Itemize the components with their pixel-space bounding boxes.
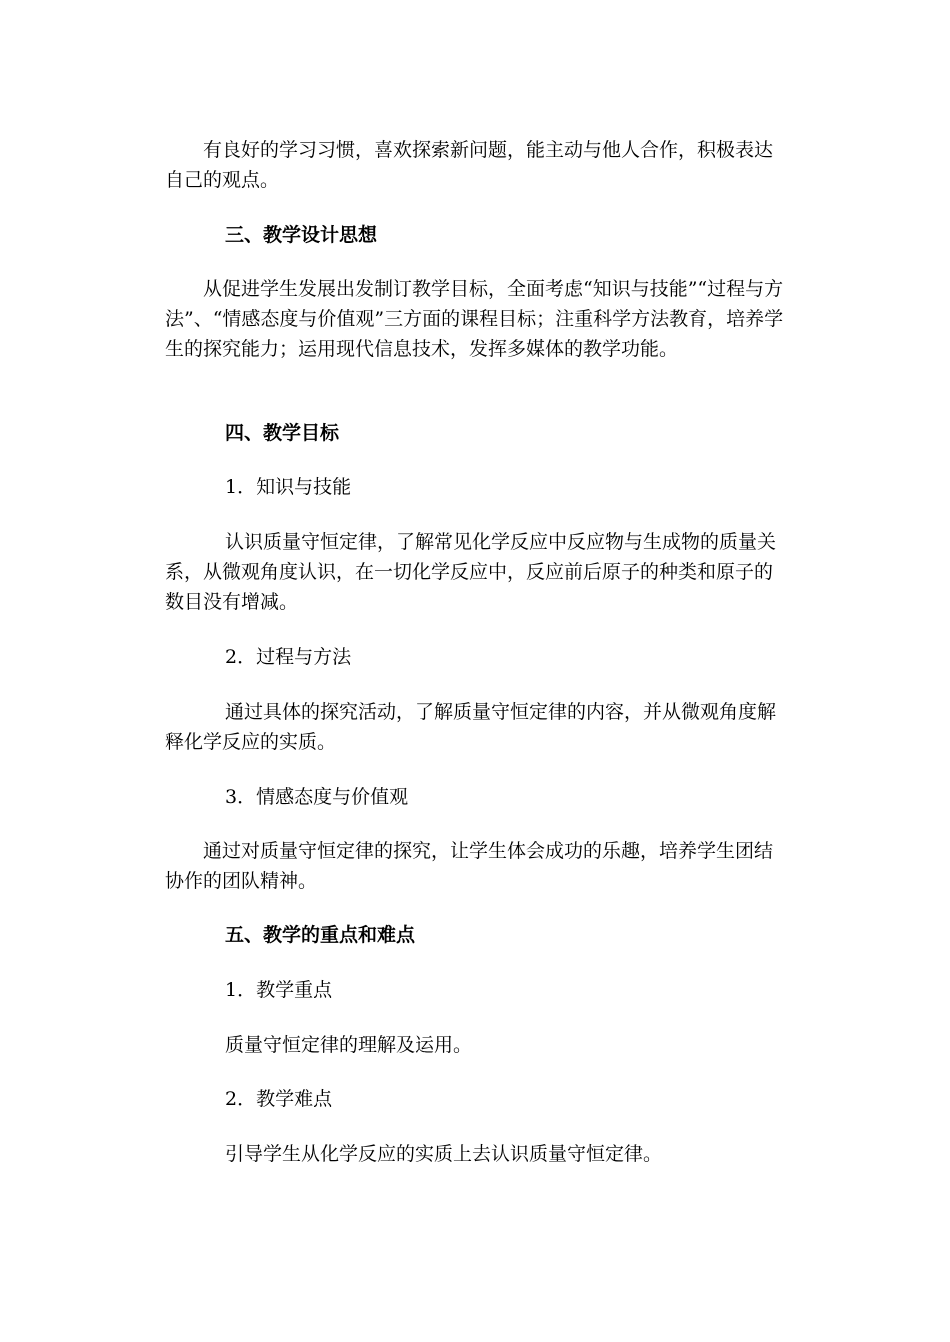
paragraph-design-idea: 从促进学生发展出发制订教学目标，全面考虑“知识与技能”“过程与方法”、“情感态度与价值观”三方面的课程目标；注重科学方法教育，培养学生的探究能力；运用现代信息技术，发挥多媒体的教学功能。 bbox=[165, 278, 784, 360]
goal-attitude-text: 通过对质量守恒定律的探究，让学生体会成功的乐趣，培养学生团结协作的团队精神。 bbox=[165, 840, 774, 892]
goal-process-text: 通过具体的探究活动，了解质量守恒定律的内容，并从微观角度解释化学反应的实质。 bbox=[165, 701, 777, 753]
goal-knowledge-title: 1．知识与技能 bbox=[225, 476, 352, 498]
section-heading-design-idea: 三、教学设计思想 bbox=[225, 224, 378, 246]
key-point-text: 质量守恒定律的理解及运用。 bbox=[225, 1034, 473, 1056]
goal-knowledge-text: 认识质量守恒定律，了解常见化学反应中反应物与生成物的质量关系，从微观角度认识，在一切化学反应中，反应前后原子的种类和原子的数目没有增减。 bbox=[165, 531, 777, 613]
difficult-point-text: 引导学生从化学反应的实质上去认识质量守恒定律。 bbox=[225, 1143, 663, 1165]
key-point-title: 1．教学重点 bbox=[225, 979, 333, 1001]
section-heading-teaching-goals: 四、教学目标 bbox=[225, 422, 340, 444]
difficult-point-title: 2．教学难点 bbox=[225, 1088, 333, 1110]
paragraph-learning-habits: 有良好的学习习惯，喜欢探索新问题，能主动与他人合作，积极表达自己的观点。 bbox=[165, 139, 774, 191]
goal-attitude-title: 3．情感态度与价值观 bbox=[225, 786, 409, 808]
section-heading-key-difficult: 五、教学的重点和难点 bbox=[225, 924, 416, 946]
goal-process-title: 2．过程与方法 bbox=[225, 646, 352, 668]
